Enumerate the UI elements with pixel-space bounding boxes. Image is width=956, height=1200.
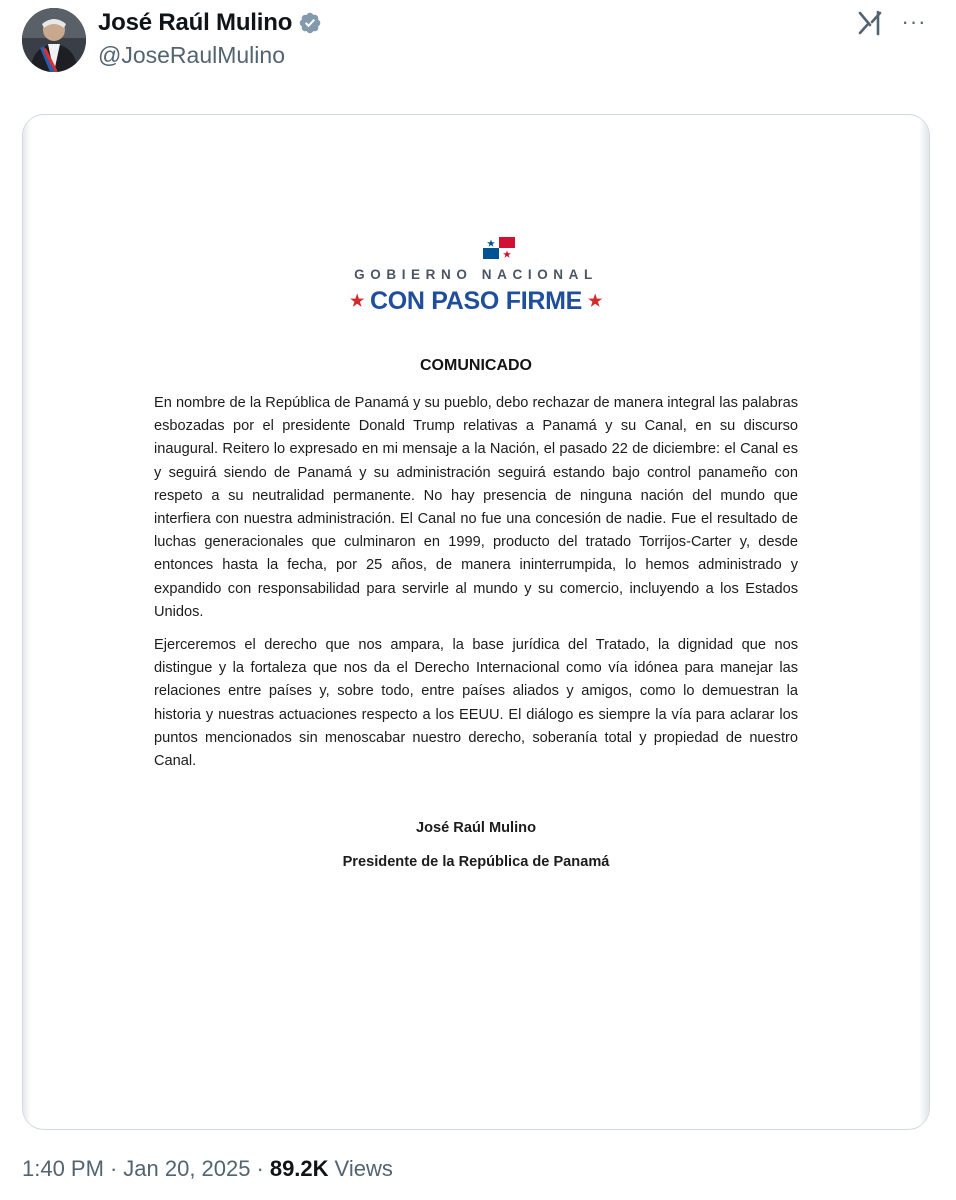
grok-icon[interactable] [856, 8, 886, 38]
avatar-image [22, 8, 86, 72]
verified-badge-icon [298, 11, 322, 35]
author-avatar[interactable] [22, 8, 86, 72]
signature-name: José Raúl Mulino [415, 820, 536, 836]
author-display-name[interactable]: José Raúl Mulino [98, 9, 293, 36]
more-icon[interactable]: ··· [901, 9, 927, 34]
document-title: COMUNICADO [420, 357, 532, 374]
tweet-media-image[interactable] [22, 114, 930, 1130]
star-icon: ★ [588, 293, 603, 310]
tweet-metadata [22, 1156, 393, 1182]
tweet-time[interactable]: 1:40 PM [22, 1156, 104, 1181]
signature-title: Presidente de la República de Panamá [342, 854, 610, 870]
author-handle[interactable]: @JoseRaulMulino [98, 42, 285, 68]
document-header-brand-row [23, 287, 929, 316]
name-row [98, 9, 322, 37]
document-header-gov: GOBIERNO NACIONAL [354, 267, 598, 282]
document-paragraph: Ejerceremos el derecho que nos ampara, la base jurídica del Tratado, la dignidad que nos distingue y la fortaleza que nos da el Derecho Internacional como vía idónea para manejar las relaciones entre países y, sobre todo, entre países aliados y amigos, como lo demuestran la historia y nuestras actuaciones respecto a los EEUU. El diálogo es siempre la vía para aclarar los puntos mencionados sin menoscabar nuestro derecho, soberanía total y propiedad de nuestro Canal. [154, 637, 798, 770]
views-label: Views [334, 1156, 393, 1181]
star-icon: ★ [349, 293, 364, 310]
views-count[interactable]: 89.2K [269, 1156, 329, 1181]
separator: · [256, 1156, 264, 1181]
separator: · [109, 1156, 118, 1181]
document-header-brand: CON PASO FIRME [369, 287, 582, 315]
tweet-header [0, 0, 956, 100]
tweet-date[interactable]: Jan 20, 2025 [123, 1156, 251, 1181]
document-paragraph: En nombre de la República de Panamá y su pueblo, debo rechazar de manera integral las palabras esbozadas por el presidente Donald Trump relativas a Panamá y su Canal, en su discurso inaugural. Reitero lo expresado en mi mensaje a la Nación, el pasado 22 de diciembre: el Canal es y seguirá siendo de Panamá y su administración seguirá estando bajo control panameño con respeto a su neutralidad permanente. No hay presencia de ninguna nación del mundo que interfiera con nuestra administración. El Canal no fue una concesión de nadie. Fue el resultado de luchas generacionales que culminaron en 1999, producto del tratado Torrijos-Carter y, desde entonces hasta la fecha, por 25 años, de manera ininterrumpida, lo hemos administrado y expandido con responsabilidad para servirle al mundo y su comercio, incluyendo a los Estados Unidos. [154, 395, 798, 620]
panama-flag-icon [483, 237, 515, 259]
